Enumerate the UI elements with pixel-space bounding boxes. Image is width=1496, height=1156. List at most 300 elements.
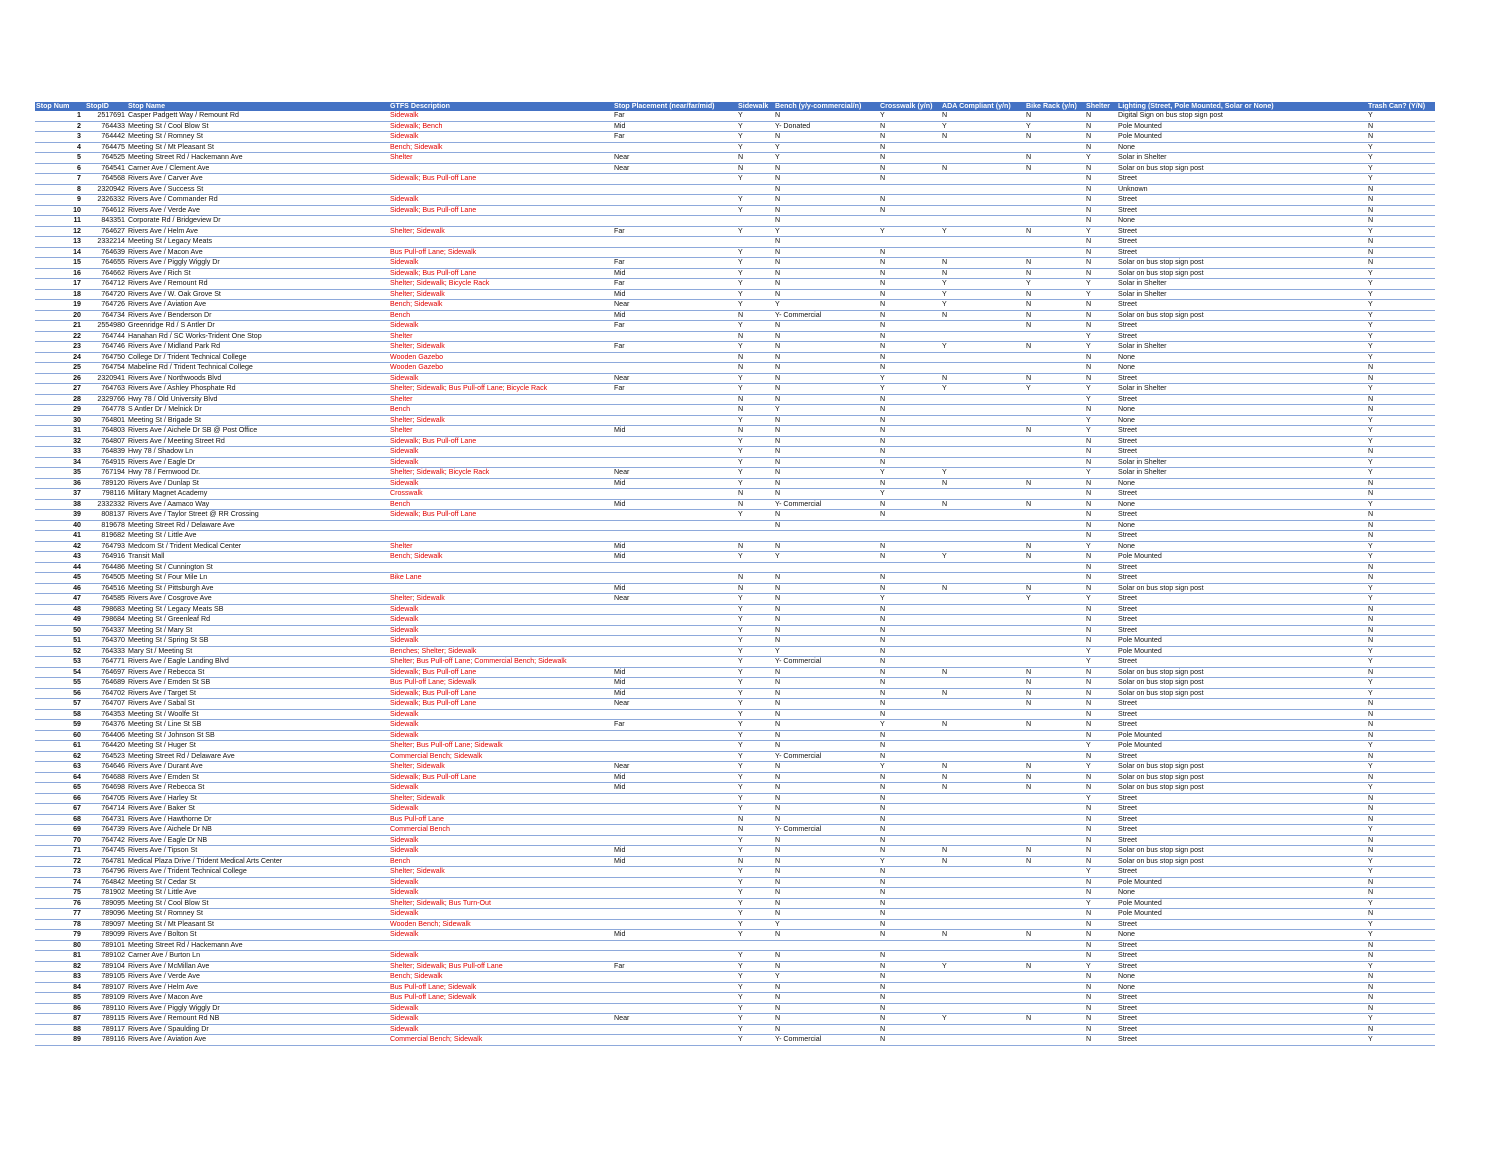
cell-sidewalk[interactable]: Y [737,846,774,857]
cell-bench[interactable]: N [774,205,879,216]
cell-bench[interactable]: N [774,678,879,689]
cell-trash-can[interactable]: N [1367,909,1435,920]
cell-ada-compliant[interactable] [941,153,1025,164]
cell-stop-id[interactable]: 2329766 [85,394,127,405]
cell-bike-rack[interactable] [1025,709,1085,720]
cell-crosswalk[interactable]: N [879,1014,941,1025]
cell-stop-placement[interactable]: Mid [613,583,737,594]
cell-gtfs-description[interactable]: Shelter; Bus Pull-off Lane; Commercial Bench; Sidewalk [389,657,613,668]
cell-bench[interactable]: N [774,615,879,626]
cell-bike-rack[interactable] [1025,751,1085,762]
cell-gtfs-description[interactable]: Crosswalk [389,489,613,500]
cell-stop-id[interactable]: 764707 [85,699,127,710]
cell-shelter[interactable]: Y [1085,541,1117,552]
cell-stop-id[interactable]: 764714 [85,804,127,815]
cell-crosswalk[interactable]: N [879,342,941,353]
cell-sidewalk[interactable]: Y [737,793,774,804]
cell-ada-compliant[interactable]: Y [941,552,1025,563]
cell-sidewalk[interactable]: Y [737,447,774,458]
cell-bike-rack[interactable]: N [1025,111,1085,121]
cell-gtfs-description[interactable]: Sidewalk [389,909,613,920]
cell-crosswalk[interactable]: N [879,667,941,678]
cell-sidewalk[interactable]: Y [737,888,774,899]
cell-crosswalk[interactable]: Y [879,856,941,867]
cell-stop-placement[interactable] [613,205,737,216]
cell-gtfs-description[interactable]: Sidewalk [389,625,613,636]
cell-bench[interactable]: N [774,982,879,993]
cell-sidewalk[interactable]: Y [737,951,774,962]
cell-trash-can[interactable]: Y [1367,583,1435,594]
cell-crosswalk[interactable]: N [879,405,941,416]
cell-stop-num[interactable]: 25 [35,363,85,374]
cell-gtfs-description[interactable]: Bench [389,405,613,416]
cell-gtfs-description[interactable]: Shelter; Sidewalk; Bus Pull-off Lane; Bicycle Rack [389,384,613,395]
cell-lighting[interactable]: Street [1117,709,1367,720]
cell-gtfs-description[interactable]: Bench [389,310,613,321]
cell-lighting[interactable]: None [1117,478,1367,489]
cell-stop-num[interactable]: 38 [35,499,85,510]
cell-lighting[interactable]: Street [1117,237,1367,248]
cell-ada-compliant[interactable]: Y [941,342,1025,353]
cell-bench[interactable]: N [774,279,879,290]
cell-stop-id[interactable]: 764745 [85,846,127,857]
cell-stop-num[interactable]: 65 [35,783,85,794]
cell-bench[interactable]: N [774,793,879,804]
cell-bench[interactable] [774,940,879,951]
cell-stop-name[interactable]: Rivers Ave / Eagle Landing Blvd [127,657,389,668]
cell-bench[interactable]: N [774,415,879,426]
cell-trash-can[interactable]: N [1367,615,1435,626]
cell-bike-rack[interactable]: N [1025,699,1085,710]
cell-stop-num[interactable]: 22 [35,331,85,342]
cell-bike-rack[interactable] [1025,1024,1085,1035]
cell-bench[interactable]: Y- Commercial [774,1035,879,1046]
cell-crosswalk[interactable]: N [879,447,941,458]
cell-sidewalk[interactable]: Y [737,625,774,636]
cell-ada-compliant[interactable]: N [941,772,1025,783]
cell-stop-num[interactable]: 27 [35,384,85,395]
cell-trash-can[interactable]: Y [1367,898,1435,909]
cell-stop-id[interactable]: 764698 [85,783,127,794]
cell-stop-num[interactable]: 58 [35,709,85,720]
cell-bike-rack[interactable]: N [1025,552,1085,563]
cell-lighting[interactable]: Solar on bus stop sign post [1117,688,1367,699]
cell-stop-id[interactable]: 764486 [85,562,127,573]
cell-stop-name[interactable]: Rivers Ave / Eagle Dr [127,457,389,468]
cell-stop-placement[interactable]: Mid [613,310,737,321]
cell-stop-name[interactable]: Meeting Street Rd / Delaware Ave [127,520,389,531]
cell-bike-rack[interactable]: N [1025,163,1085,174]
cell-stop-name[interactable]: Meeting St / Johnson St SB [127,730,389,741]
cell-shelter[interactable]: N [1085,972,1117,983]
cell-sidewalk[interactable]: N [737,499,774,510]
cell-stop-placement[interactable]: Near [613,163,737,174]
cell-gtfs-description[interactable]: Sidewalk; Bus Pull-off Lane [389,772,613,783]
cell-ada-compliant[interactable] [941,814,1025,825]
cell-gtfs-description[interactable]: Shelter; Sidewalk [389,226,613,237]
cell-stop-name[interactable]: Meeting St / Mt Pleasant St [127,142,389,153]
cell-ada-compliant[interactable]: N [941,846,1025,857]
cell-crosswalk[interactable]: N [879,142,941,153]
cell-gtfs-description[interactable]: Bench; Sidewalk [389,552,613,563]
header-stop-name[interactable]: Stop Name [127,102,389,111]
cell-stop-name[interactable]: Rivers Ave / McMillan Ave [127,961,389,972]
cell-bench[interactable]: N [774,688,879,699]
cell-stop-id[interactable]: 764525 [85,153,127,164]
cell-stop-id[interactable]: 764712 [85,279,127,290]
cell-bike-rack[interactable]: N [1025,772,1085,783]
cell-shelter[interactable]: N [1085,856,1117,867]
cell-shelter[interactable]: N [1085,730,1117,741]
cell-bike-rack[interactable]: N [1025,762,1085,773]
cell-gtfs-description[interactable]: Sidewalk [389,636,613,647]
cell-stop-id[interactable]: 798116 [85,489,127,500]
cell-stop-name[interactable]: Rivers Ave / Rebecca St [127,667,389,678]
cell-stop-name[interactable]: Rivers Ave / Verde Ave [127,205,389,216]
cell-stop-name[interactable]: Rivers Ave / Harley St [127,793,389,804]
cell-stop-placement[interactable]: Mid [613,121,737,132]
cell-trash-can[interactable]: N [1367,982,1435,993]
cell-stop-id[interactable]: 789105 [85,972,127,983]
cell-trash-can[interactable]: N [1367,132,1435,143]
cell-bench[interactable]: N [774,447,879,458]
cell-ada-compliant[interactable]: N [941,720,1025,731]
cell-sidewalk[interactable]: Y [737,121,774,132]
cell-crosswalk[interactable] [879,531,941,542]
cell-stop-placement[interactable]: Mid [613,289,737,300]
cell-lighting[interactable]: None [1117,142,1367,153]
cell-bike-rack[interactable] [1025,867,1085,878]
cell-stop-num[interactable]: 10 [35,205,85,216]
cell-stop-id[interactable]: 764750 [85,352,127,363]
cell-sidewalk[interactable]: Y [737,510,774,521]
cell-stop-placement[interactable] [613,835,737,846]
cell-stop-id[interactable]: 764353 [85,709,127,720]
cell-shelter[interactable]: N [1085,237,1117,248]
cell-stop-id[interactable]: 764746 [85,342,127,353]
cell-stop-num[interactable]: 2 [35,121,85,132]
cell-bench[interactable]: Y- Donated [774,121,879,132]
cell-sidewalk[interactable]: Y [737,373,774,384]
cell-trash-can[interactable]: N [1367,373,1435,384]
cell-stop-placement[interactable]: Far [613,720,737,731]
cell-stop-placement[interactable]: Mid [613,541,737,552]
cell-stop-placement[interactable] [613,919,737,930]
cell-trash-can[interactable]: Y [1367,415,1435,426]
cell-gtfs-description[interactable]: Sidewalk; Bus Pull-off Lane [389,174,613,185]
cell-bike-rack[interactable]: Y [1025,384,1085,395]
cell-stop-name[interactable]: Mary St / Meeting St [127,646,389,657]
cell-bike-rack[interactable]: N [1025,961,1085,972]
cell-lighting[interactable]: Street [1117,331,1367,342]
cell-crosswalk[interactable]: N [879,573,941,584]
cell-stop-name[interactable]: Rivers Ave / Piggly Wiggly Dr [127,1003,389,1014]
cell-bike-rack[interactable]: N [1025,1014,1085,1025]
cell-crosswalk[interactable]: N [879,678,941,689]
cell-bike-rack[interactable]: N [1025,667,1085,678]
cell-shelter[interactable]: N [1085,1003,1117,1014]
cell-stop-placement[interactable]: Mid [613,478,737,489]
cell-shelter[interactable]: N [1085,363,1117,374]
cell-stop-name[interactable]: Rivers Ave / Sabal St [127,699,389,710]
cell-shelter[interactable]: N [1085,163,1117,174]
cell-stop-num[interactable]: 40 [35,520,85,531]
cell-lighting[interactable]: Street [1117,793,1367,804]
cell-stop-num[interactable]: 24 [35,352,85,363]
cell-bench[interactable]: N [774,993,879,1004]
cell-stop-id[interactable]: 789099 [85,930,127,941]
cell-crosswalk[interactable]: N [879,279,941,290]
cell-trash-can[interactable]: N [1367,184,1435,195]
cell-bench[interactable]: Y- Commercial [774,825,879,836]
cell-bench[interactable]: N [774,237,879,248]
cell-shelter[interactable]: N [1085,195,1117,206]
cell-stop-num[interactable]: 50 [35,625,85,636]
cell-lighting[interactable]: Street [1117,489,1367,500]
cell-stop-id[interactable]: 764702 [85,688,127,699]
cell-crosswalk[interactable]: N [879,394,941,405]
cell-lighting[interactable]: Street [1117,321,1367,332]
cell-shelter[interactable]: Y [1085,898,1117,909]
cell-bike-rack[interactable] [1025,972,1085,983]
cell-stop-id[interactable]: 764420 [85,741,127,752]
cell-sidewalk[interactable]: N [737,573,774,584]
cell-gtfs-description[interactable]: Sidewalk [389,1003,613,1014]
cell-gtfs-description[interactable]: Bus Pull-off Lane; Sidewalk [389,993,613,1004]
cell-bench[interactable]: N [774,583,879,594]
cell-shelter[interactable]: N [1085,111,1117,121]
cell-stop-num[interactable]: 73 [35,867,85,878]
cell-lighting[interactable]: Solar in Shelter [1117,289,1367,300]
cell-gtfs-description[interactable]: Shelter; Sidewalk [389,415,613,426]
cell-lighting[interactable]: Street [1117,720,1367,731]
cell-sidewalk[interactable]: Y [737,384,774,395]
cell-shelter[interactable]: Y [1085,426,1117,437]
cell-stop-name[interactable]: Rivers Ave / Aviation Ave [127,300,389,311]
cell-ada-compliant[interactable] [941,751,1025,762]
cell-crosswalk[interactable]: N [879,321,941,332]
cell-gtfs-description[interactable]: Commercial Bench; Sidewalk [389,1035,613,1046]
cell-lighting[interactable]: Street [1117,804,1367,815]
cell-stop-num[interactable]: 51 [35,636,85,647]
cell-sidewalk[interactable]: Y [737,688,774,699]
cell-stop-id[interactable]: 764688 [85,772,127,783]
cell-sidewalk[interactable]: Y [737,877,774,888]
cell-trash-can[interactable]: Y [1367,594,1435,605]
cell-stop-num[interactable]: 69 [35,825,85,836]
cell-bike-rack[interactable] [1025,531,1085,542]
cell-crosswalk[interactable]: N [879,174,941,185]
cell-bike-rack[interactable] [1025,657,1085,668]
cell-crosswalk[interactable]: Y [879,762,941,773]
cell-sidewalk[interactable]: Y [737,205,774,216]
cell-shelter[interactable]: N [1085,583,1117,594]
cell-stop-name[interactable]: Rivers Ave / Aamaco Way [127,499,389,510]
cell-ada-compliant[interactable] [941,415,1025,426]
cell-lighting[interactable]: Street [1117,1014,1367,1025]
cell-sidewalk[interactable] [737,940,774,951]
cell-stop-placement[interactable] [613,510,737,521]
cell-ada-compliant[interactable] [941,804,1025,815]
cell-stop-name[interactable]: College Dr / Trident Technical College [127,352,389,363]
cell-bike-rack[interactable]: N [1025,783,1085,794]
cell-crosswalk[interactable]: N [879,300,941,311]
cell-crosswalk[interactable]: Y [879,384,941,395]
cell-stop-num[interactable]: 20 [35,310,85,321]
cell-stop-num[interactable]: 52 [35,646,85,657]
cell-bike-rack[interactable] [1025,604,1085,615]
cell-sidewalk[interactable]: Y [737,468,774,479]
cell-trash-can[interactable]: N [1367,846,1435,857]
cell-sidewalk[interactable]: Y [737,993,774,1004]
cell-trash-can[interactable]: N [1367,573,1435,584]
cell-sidewalk[interactable]: Y [737,961,774,972]
cell-stop-placement[interactable] [613,898,737,909]
cell-lighting[interactable]: Street [1117,1003,1367,1014]
cell-bike-rack[interactable]: N [1025,268,1085,279]
cell-crosswalk[interactable]: N [879,741,941,752]
cell-sidewalk[interactable]: Y [737,615,774,626]
cell-shelter[interactable]: N [1085,573,1117,584]
cell-lighting[interactable]: None [1117,972,1367,983]
cell-stop-placement[interactable] [613,940,737,951]
cell-stop-id[interactable]: 764754 [85,363,127,374]
cell-crosswalk[interactable]: N [879,867,941,878]
cell-shelter[interactable]: N [1085,300,1117,311]
cell-bench[interactable]: N [774,720,879,731]
cell-trash-can[interactable]: N [1367,520,1435,531]
cell-lighting[interactable]: None [1117,888,1367,899]
cell-sidewalk[interactable]: Y [737,636,774,647]
cell-bike-rack[interactable] [1025,982,1085,993]
cell-stop-placement[interactable] [613,394,737,405]
cell-gtfs-description[interactable]: Sidewalk; Bus Pull-off Lane [389,667,613,678]
cell-stop-placement[interactable] [613,142,737,153]
cell-crosswalk[interactable]: N [879,646,941,657]
cell-stop-id[interactable]: 764516 [85,583,127,594]
cell-crosswalk[interactable]: N [879,1024,941,1035]
header-trash-can[interactable]: Trash Can? (Y/N) [1367,102,1435,111]
cell-sidewalk[interactable]: Y [737,741,774,752]
cell-trash-can[interactable]: Y [1367,825,1435,836]
cell-stop-id[interactable]: 789115 [85,1014,127,1025]
cell-shelter[interactable]: Y [1085,468,1117,479]
header-bike-rack[interactable]: Bike Rack (y/n) [1025,102,1085,111]
cell-ada-compliant[interactable]: N [941,930,1025,941]
cell-bench[interactable]: N [774,772,879,783]
cell-stop-placement[interactable] [613,730,737,741]
cell-stop-id[interactable]: 764807 [85,436,127,447]
cell-lighting[interactable]: Street [1117,951,1367,962]
cell-crosswalk[interactable]: Y [879,720,941,731]
cell-crosswalk[interactable]: Y [879,226,941,237]
cell-trash-can[interactable]: N [1367,720,1435,731]
cell-stop-num[interactable]: 74 [35,877,85,888]
cell-ada-compliant[interactable]: N [941,258,1025,269]
cell-ada-compliant[interactable]: Y [941,289,1025,300]
cell-stop-placement[interactable]: Near [613,1014,737,1025]
cell-crosswalk[interactable]: N [879,153,941,164]
cell-lighting[interactable]: Solar on bus stop sign post [1117,856,1367,867]
cell-bench[interactable]: Y- Commercial [774,751,879,762]
cell-trash-can[interactable]: Y [1367,342,1435,353]
cell-stop-name[interactable]: Mabeline Rd / Trident Technical College [127,363,389,374]
cell-stop-num[interactable]: 14 [35,247,85,258]
cell-crosswalk[interactable]: N [879,1035,941,1046]
cell-stop-name[interactable]: Military Magnet Academy [127,489,389,500]
cell-shelter[interactable]: Y [1085,226,1117,237]
cell-stop-num[interactable]: 11 [35,216,85,227]
cell-shelter[interactable]: N [1085,258,1117,269]
cell-stop-num[interactable]: 32 [35,436,85,447]
cell-stop-name[interactable]: Rivers Ave / Target St [127,688,389,699]
cell-stop-num[interactable]: 21 [35,321,85,332]
cell-ada-compliant[interactable] [941,709,1025,720]
cell-sidewalk[interactable]: Y [737,699,774,710]
cell-stop-id[interactable]: 767194 [85,468,127,479]
cell-gtfs-description[interactable] [389,237,613,248]
cell-trash-can[interactable]: Y [1367,930,1435,941]
cell-bench[interactable]: N [774,888,879,899]
cell-sidewalk[interactable]: Y [737,730,774,741]
cell-sidewalk[interactable]: Y [737,247,774,258]
cell-bench[interactable]: N [774,1014,879,1025]
cell-stop-placement[interactable]: Near [613,699,737,710]
cell-gtfs-description[interactable]: Sidewalk [389,888,613,899]
cell-crosswalk[interactable] [879,940,941,951]
cell-gtfs-description[interactable]: Sidewalk [389,478,613,489]
cell-stop-name[interactable]: Rivers Ave / Macon Ave [127,993,389,1004]
cell-lighting[interactable]: Solar on bus stop sign post [1117,268,1367,279]
cell-stop-placement[interactable] [613,909,737,920]
cell-stop-id[interactable]: 789095 [85,898,127,909]
cell-ada-compliant[interactable] [941,426,1025,437]
cell-stop-id[interactable]: 764662 [85,268,127,279]
cell-lighting[interactable]: Digital Sign on bus stop sign post [1117,111,1367,121]
cell-bench[interactable]: N [774,1024,879,1035]
cell-ada-compliant[interactable] [941,940,1025,951]
cell-shelter[interactable]: N [1085,405,1117,416]
cell-stop-placement[interactable] [613,604,737,615]
cell-stop-name[interactable]: Meeting St / Four Mile Ln [127,573,389,584]
cell-crosswalk[interactable]: Y [879,373,941,384]
cell-stop-name[interactable]: Meeting St / Legacy Meats [127,237,389,248]
cell-bench[interactable]: N [774,426,879,437]
cell-crosswalk[interactable]: N [879,478,941,489]
cell-crosswalk[interactable]: N [879,426,941,437]
cell-trash-can[interactable]: Y [1367,279,1435,290]
cell-bike-rack[interactable] [1025,562,1085,573]
cell-ada-compliant[interactable] [941,541,1025,552]
cell-stop-placement[interactable] [613,741,737,752]
cell-bike-rack[interactable]: N [1025,426,1085,437]
cell-stop-name[interactable]: Medical Plaza Drive / Trident Medical Arts Center [127,856,389,867]
cell-stop-placement[interactable] [613,1024,737,1035]
cell-ada-compliant[interactable]: N [941,856,1025,867]
cell-ada-compliant[interactable] [941,877,1025,888]
cell-stop-num[interactable]: 77 [35,909,85,920]
cell-shelter[interactable]: N [1085,321,1117,332]
cell-shelter[interactable]: N [1085,604,1117,615]
cell-sidewalk[interactable]: Y [737,279,774,290]
cell-stop-id[interactable]: 764915 [85,457,127,468]
cell-stop-id[interactable]: 764646 [85,762,127,773]
cell-crosswalk[interactable]: N [879,877,941,888]
cell-lighting[interactable]: Street [1117,195,1367,206]
cell-stop-num[interactable]: 3 [35,132,85,143]
cell-trash-can[interactable]: Y [1367,163,1435,174]
cell-trash-can[interactable]: Y [1367,426,1435,437]
